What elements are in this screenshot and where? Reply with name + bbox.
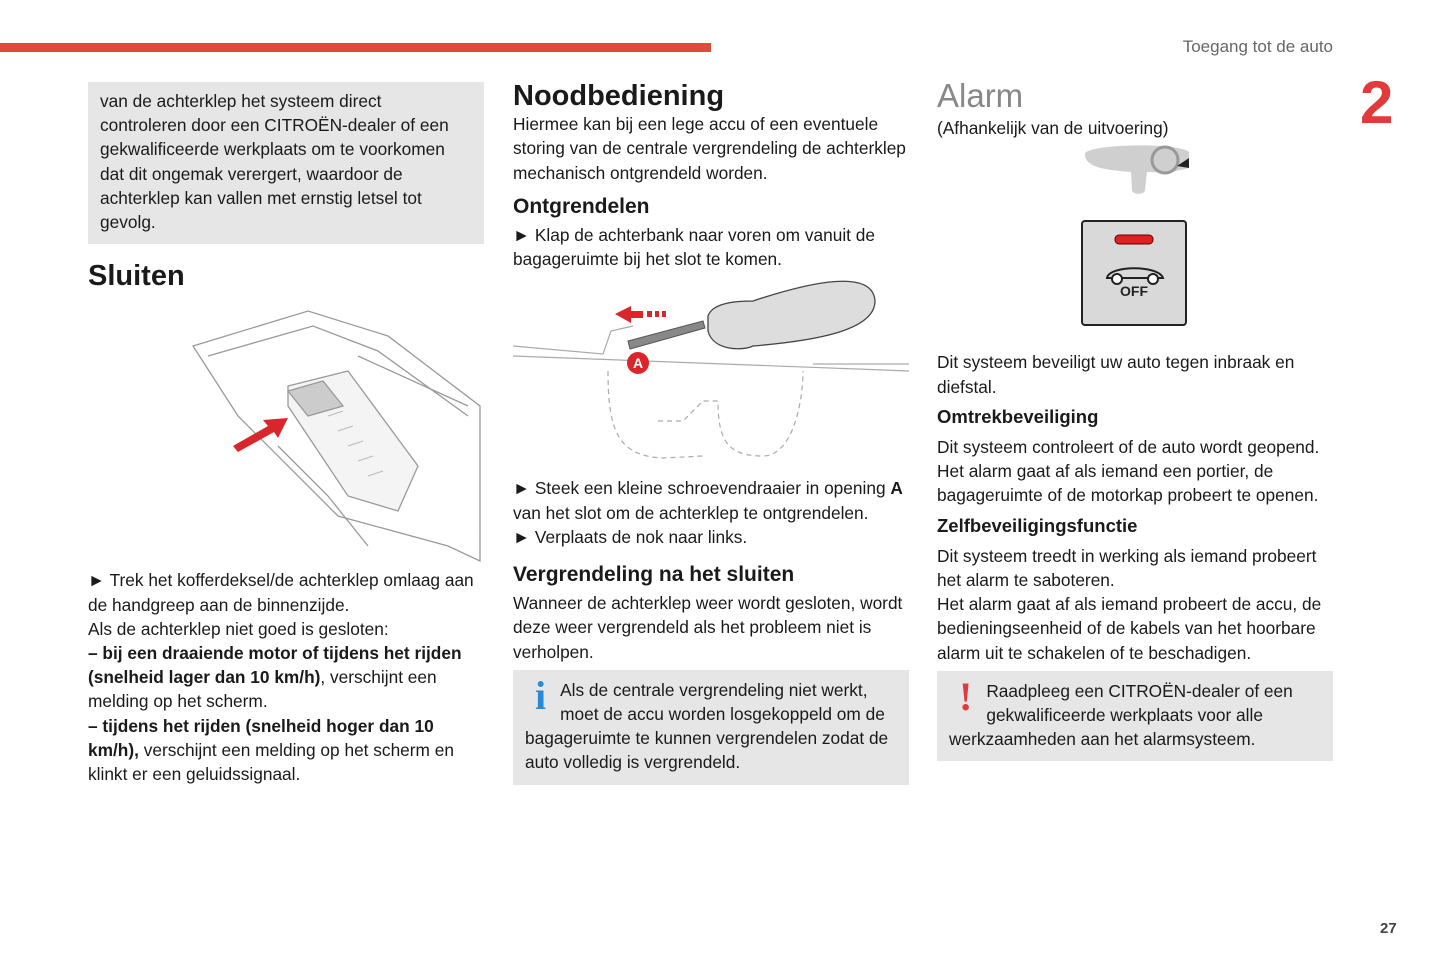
- info-note-text: Als de centrale vergrendeling niet werkt, moet de accu worden losgekoppeld om de bagageruimte te kunnen vergrendelen zodat de auto volledig is vergrendeld.: [525, 679, 889, 773]
- info-note: [513, 670, 909, 785]
- info-icon: i: [535, 672, 547, 718]
- warning-continuation-box: van de achterklep het systeem direct controleren door een CITROËN-dealer of een gekwalificeerde werkplaats om te voorkomen dat dit ongemak verergert, waardoor de achterklep kan vallen met ernstig letsel tot gevolg.: [88, 82, 484, 244]
- heading-sluiten: Sluiten: [88, 260, 185, 293]
- step-pull-tailgate: ► Trek het kofferdeksel/de achterklep omlaag aan de handgreep aan de binnenzijde.: [88, 570, 474, 615]
- heading-ontgrendelen: Ontgrendelen: [513, 194, 650, 218]
- left-arrow-icon: [615, 306, 643, 323]
- condition-low-speed-bold: – bij een draaiende motor of tijdens het rijden (snelheid lager dan 10 km/h): [88, 643, 462, 688]
- alarm-button-illustration: [937, 140, 1333, 350]
- step-fold-seat: ► Klap de achterbank naar voren om vanuit de bagageruimte bij het slot te komen.: [513, 225, 875, 270]
- header-accent-bar: [0, 43, 711, 52]
- condition-high-speed-text: verschijnt een melding op het scherm en klinkt er een geluidssignaal.: [88, 739, 454, 785]
- condition-low-speed-text: , verschijnt een melding op het scherm.: [88, 667, 437, 712]
- condition-high-speed-bold: – tijdens het rijden (snelheid hoger dan 10 km/h),: [88, 715, 434, 760]
- selfprotect-text-2: Het alarm gaat af als iemand probeert de accu, de bedieningseenheid of de kabels van het hoorbare alarm uit te schakelen of te beschadigen.: [937, 594, 1322, 663]
- tailgate-handle-illustration: [88, 296, 484, 566]
- selfprotect-text-1: Dit systeem treedt in werking als iemand probeert het alarm te saboteren.: [937, 545, 1317, 591]
- not-closed-text: Als de achterklep niet goed is gesloten:: [88, 618, 389, 639]
- step-insert-screwdriver: ► Steek een kleine schroevendraaier in opening A van het slot om de achterklep te ontgrendelen.: [513, 478, 903, 523]
- column-2: [513, 80, 909, 785]
- warning-note: [937, 671, 1333, 762]
- perimeter-text-1: Dit systeem controleert of de auto wordt geopend.: [937, 437, 1320, 458]
- heading-vergrendeling: Vergrendeling na het sluiten: [513, 563, 795, 587]
- heading-alarm: Alarm: [937, 77, 1024, 114]
- column-1: [88, 82, 484, 786]
- page-number: 27: [1380, 920, 1397, 937]
- condition-high-speed: [88, 714, 484, 787]
- alarm-subtitle: (Afhankelijk van de uitvoering): [937, 118, 1169, 139]
- warning-icon: !: [959, 673, 973, 719]
- section-title: Toegang tot de auto: [1182, 37, 1333, 56]
- warning-note-text: Raadpleeg een CITROËN-dealer of een gekwalificeerde werkplaats voor alle werkzaamheden aan het alarmsysteem.: [949, 680, 1293, 750]
- heading-omtrekbeveiliging: Omtrekbeveiliging: [937, 405, 1099, 427]
- alarm-intro: Dit systeem beveiligt uw auto tegen inbraak en diefstal.: [937, 352, 1295, 397]
- emergency-intro: Hiermee kan bij een lege accu of een eventuele storing van de centrale vergrendeling de achterklep mechanisch ontgrendeld worden.: [513, 114, 906, 183]
- column-3: [937, 77, 1333, 761]
- heading-zelfbeveiliging: Zelfbeveiligingsfunctie: [937, 514, 1138, 536]
- alarm-off-label: OFF: [1120, 283, 1148, 300]
- condition-low-speed: [88, 641, 484, 714]
- label-a: A: [632, 355, 644, 372]
- relock-text: Wanneer de achterklep weer wordt gesloten, wordt deze weer vergrendeld als het probleem niet is verholpen.: [513, 593, 903, 662]
- chapter-number: 2: [1360, 69, 1394, 136]
- screwdriver-lock-illustration: [513, 271, 909, 476]
- step-move-cam: ► Verplaats de nok naar links.: [513, 526, 748, 547]
- heading-noodbediening: Noodbediening: [513, 80, 725, 112]
- perimeter-text-2: Het alarm gaat af als iemand een portier, de bagageruimte of de motorkap probeert te openen.: [937, 461, 1319, 506]
